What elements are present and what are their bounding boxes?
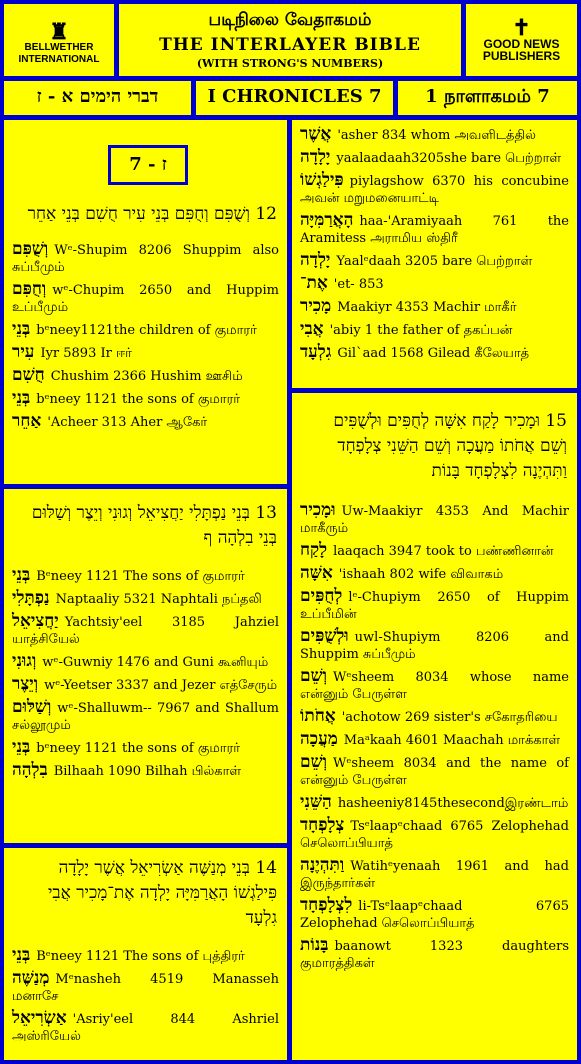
hebrew-word: מְנַשֶּׁה — [12, 968, 50, 988]
hebrew-word: פִּילַגְשׁוֹ — [300, 170, 344, 190]
hebrew-word: בָּנוֹת — [300, 935, 329, 955]
hebrew-word: בְּנֵי — [12, 737, 31, 757]
gloss: Bᵉneey 1121 The sons of குமாரர் — [36, 569, 245, 584]
gloss: laaqach 3947 took to பண்ணினான் — [333, 544, 554, 559]
word-entry — [4, 970, 287, 1005]
word-entry — [292, 565, 577, 583]
hebrew-word: בְּנֵי — [12, 565, 31, 585]
hebrew-word: נַפְתָּלִי — [12, 588, 50, 608]
word-entry — [292, 344, 577, 362]
hebrew-word: עִיר — [12, 342, 35, 362]
hebrew-word: בְּנֵי — [12, 319, 31, 339]
verse-15-panel — [292, 393, 577, 1060]
verse-15-entries — [292, 502, 577, 972]
word-entry — [292, 817, 577, 852]
gloss: Tsᵉlaapᵉchaad 6765 Zelophehad செலொப்பியாத் — [300, 819, 569, 851]
gloss: wᵉ-Yeetser 3337 and Jezer எத்சேரும் — [44, 678, 278, 693]
word-entry — [292, 754, 577, 789]
hebrew-word: יַחֲצִיאֵל — [12, 611, 59, 631]
gloss: uwl-Shupiym 8206 and Shuppim சுப்பீமும் — [300, 630, 569, 662]
ref-tamil: 1 நாளாகமம் 7 — [398, 81, 577, 115]
gloss: Uw-Maakiyr 4353 And Machir மாகீரும் — [300, 504, 569, 536]
verse-13-hebrew: 13 בְּנֵי נַפְתָּלִי יַחֲצִיאֵל וְגוּנִי וְיֵצֶר וְשַׁלּוּם בְּנֵי בִלְהָה ף — [31, 503, 277, 548]
gloss: 'achotow 269 sister's சகோதரியை — [341, 710, 558, 725]
gloss: wᵉ-Chupim 2650 and Huppim உப்பீமும் — [12, 283, 279, 315]
hebrew-word: הַשֵּׁנִי — [300, 792, 332, 812]
gloss: Wᵉsheem 8034 and the name of என்னும் பேருள்ள — [300, 756, 569, 788]
gloss: bᵉneey1121the children of குமாரர் — [36, 323, 257, 338]
verse-12-panel — [4, 120, 287, 484]
gloss: 'et- 853 — [333, 277, 384, 292]
verse-13-entries — [4, 567, 287, 780]
page-title: THE INTERLAYER BIBLE — [159, 35, 421, 55]
gloss: lᵉ-Chupiym 2650 of Huppim உப்பீமின் — [300, 590, 569, 622]
word-entry — [4, 699, 287, 734]
hebrew-word: לִצְלָפְחָד — [300, 895, 353, 915]
hebrew-word: חֻשִׁם — [12, 365, 45, 385]
hebrew-word: אַשְׂרִיאֵל — [12, 1008, 67, 1028]
word-entry — [4, 281, 287, 316]
word-entry — [4, 653, 287, 671]
gloss: 'ishaah 802 wife விவாகம் — [338, 567, 504, 582]
hebrew-word: לָקַח — [300, 540, 328, 560]
hebrew-word: וְיֵצֶר — [12, 674, 39, 694]
hebrew-word: בִלְהָה — [12, 760, 48, 780]
word-entry — [4, 590, 287, 608]
hebrew-word: מַעֲכָה — [300, 729, 338, 749]
word-entry — [292, 588, 577, 623]
hebrew-word: וְגוּנִי — [12, 651, 37, 671]
gloss: Yachtsiy'eel 3185 Jahziel யாத்சியேல் — [12, 615, 279, 647]
word-entry — [4, 676, 287, 694]
hebrew-word: בְּנֵי — [12, 388, 31, 408]
hebrew-word: אִשָּׁה — [300, 563, 333, 583]
word-entry — [292, 937, 577, 972]
gloss: wᵉ-Guwniy 1476 and Guni கூனியும் — [42, 655, 269, 670]
goodnews-logo: ✝ GOOD NEWS PUBLISHERS — [466, 4, 577, 76]
verse-14-entries — [4, 947, 287, 1045]
ref-english: I CHRONICLES 7 — [196, 81, 393, 115]
hebrew-word: אֲבִי — [300, 319, 324, 339]
word-entry — [292, 708, 577, 726]
word-entry — [292, 126, 577, 144]
hebrew-word: אֲחֹתוֹ — [300, 706, 336, 726]
hebrew-word: וְשֵׁם — [300, 752, 327, 772]
word-entry — [4, 241, 287, 276]
word-entry — [4, 1010, 287, 1045]
gloss: li-Tsᵉlaapᵉchaad 6765 Zelophehad செலொப்பியாத் — [300, 899, 569, 931]
verse-ref-box: ז - 7 — [108, 145, 188, 185]
word-entry — [292, 502, 577, 537]
gloss: haa-'Aramiyaah 761 the Aramitess அராமிய ஸ்திரீ — [300, 214, 569, 246]
word-entry — [292, 897, 577, 932]
hebrew-word: יָלְדָה — [300, 250, 331, 270]
gloss: Wᵉ-Shupim 8206 Shuppim also சுப்பீமும் — [12, 243, 279, 275]
word-entry — [4, 739, 287, 757]
word-entry — [292, 275, 577, 293]
hebrew-word: וּלְשֻׁפִּים — [300, 626, 349, 646]
gloss: bᵉneey 1121 the sons of குமாரர் — [36, 392, 241, 407]
gloss: Iyr 5893 Ir ஈர் — [40, 346, 132, 361]
verse-13-panel — [4, 489, 287, 843]
word-entry — [292, 542, 577, 560]
title-tamil: படிநிலை வேதாகமம் — [208, 10, 372, 30]
word-entry — [292, 668, 577, 703]
hebrew-word: בְּנֵי — [12, 945, 31, 965]
hebrew-word: וְחֻפִּם — [12, 279, 47, 299]
hebrew-word: וְשֻׁפִּם — [12, 239, 49, 259]
word-entry — [4, 947, 287, 965]
gloss: hasheeniy8145thesecondஇரண்டாம் — [337, 796, 569, 811]
verse-12-entries — [4, 241, 287, 431]
hebrew-word: וְשֵׁם — [300, 666, 327, 686]
gloss: Maᵃkaah 4601 Maachah மாக்காள் — [343, 733, 561, 748]
word-entry — [292, 172, 577, 207]
word-entry — [4, 367, 287, 385]
word-entry — [4, 344, 287, 362]
gloss: Mᵉnasheh 4519 Manasseh மனாசே — [12, 972, 279, 1004]
hebrew-word: גִלְעָד — [300, 342, 332, 362]
title-block — [119, 4, 461, 76]
gloss: Yaalᵉdaah 3205 bare பெற்றாள் — [336, 254, 533, 269]
verse-15-hebrew: 15 וּמָכִיר לָקַח אִשָּׁה לְחֻפִּים וּלְשֻׁפִּים וְשֵׁם אֲחֹתוֹ מַעֲכָה וְשֵׁם הַשֵּׁנִי צְלָפְחָד וַתִּהְיֶנָה לִצְלָפְחָד בָּנוֹת — [333, 411, 567, 481]
word-entry — [292, 628, 577, 663]
bellwether-logo-text: BELLWETHER INTERNATIONAL — [18, 42, 100, 65]
hebrew-word: לְחֻפִּים — [300, 586, 343, 606]
verse-14-panel — [4, 848, 287, 1060]
gloss: 'Acheer 313 Aher ஆகேர் — [47, 415, 208, 430]
hebrew-word: אַחֵר — [12, 411, 42, 431]
gloss: 'asher 834 whom அவளிடத்தில் — [337, 128, 536, 143]
word-entry — [292, 252, 577, 270]
gloss: Wᵉsheem 8034 whose name என்னும் பேருள்ள — [300, 670, 569, 702]
word-entry — [4, 762, 287, 780]
verse-12-hebrew: 12 וְשֻׁפִּם וְחֻפִּם בְּנֵי עִיר חֻשִׁם בְּנֵי אַחֵר — [27, 204, 277, 224]
word-entry — [4, 567, 287, 585]
hebrew-word: צְלָפְחָד — [300, 815, 345, 835]
gloss: Maakiyr 4353 Machir மாகீர் — [337, 300, 517, 315]
gloss: baanowt 1323 daughters குமாரத்திகள் — [300, 939, 569, 971]
goodnews-logo-text: GOOD NEWS PUBLISHERS — [482, 37, 561, 63]
word-entry — [292, 794, 577, 812]
word-entry — [292, 212, 577, 247]
gloss: Watihᵉyenaah 1961 and had இருந்தார்கள் — [300, 859, 569, 891]
gloss: 'abiy 1 the father of தகப்பன் — [329, 323, 513, 338]
page-subtitle: (WITH STRONG'S NUMBERS) — [196, 57, 384, 70]
word-entry — [292, 149, 577, 167]
hebrew-word: אֲשֶׁר — [300, 124, 332, 144]
gloss: wᵉ-Shalluwm-- 7967 and Shallum சல்லூமும் — [12, 701, 279, 733]
gloss: yaalaadaah3205she bare பெற்றாள் — [336, 151, 562, 166]
word-entry — [4, 390, 287, 408]
gloss: Gil`aad 1568 Gilead கீலேயாத் — [337, 346, 530, 361]
gloss: Bᵉneey 1121 The sons of புத்திரர் — [36, 949, 245, 964]
hebrew-word: יָלָדָה — [300, 147, 331, 167]
word-entry — [4, 321, 287, 339]
gloss: bᵉneey 1121 the sons of குமாரர் — [36, 741, 241, 756]
word-entry — [292, 857, 577, 892]
hebrew-word: הָאֲרַמִּיָּה — [300, 210, 354, 230]
gloss: Bilhaah 1090 Bilhah பில்காள் — [53, 764, 242, 779]
verse-14-hebrew: 14 בְּנֵי מְנַשֶּׁה אַשְׂרִיאֵל אֲשֶׁר יָלָדָה פִּילַגְשׁוֹ הָאֲרַמִּיָּה יָלְדָה אֶת־מָכִיר אֲבִי גִלְעָד — [47, 858, 277, 928]
hebrew-word: מָכִיר — [300, 296, 332, 316]
word-entry — [292, 731, 577, 749]
hebrew-word: וּמָכִיר — [300, 500, 336, 520]
bellwether-logo: ♜ BELLWETHER INTERNATIONAL — [4, 4, 114, 76]
ref-hebrew: דברי הימים א - ז — [4, 81, 191, 115]
hebrew-word: וַתִּהְיֶנָה — [300, 855, 345, 875]
word-entry — [4, 613, 287, 648]
verse-14-continued-panel — [292, 120, 577, 388]
gloss: Chushim 2366 Hushim ஊசிம் — [50, 369, 243, 384]
word-entry — [292, 298, 577, 316]
hebrew-word: וְשַׁלּוּם — [12, 697, 52, 717]
hebrew-word: אֶת־ — [300, 273, 328, 293]
gloss: 'Asriy'eel 844 Ashriel அஸ்ரியேல் — [12, 1012, 279, 1044]
gloss: piylagshow 6370 his concubine அவன் மறுமனையாட்டி — [300, 174, 569, 206]
word-entry — [4, 413, 287, 431]
word-entry — [292, 321, 577, 339]
gloss: Naptaaliy 5321 Naphtali நப்தலி — [55, 592, 262, 607]
